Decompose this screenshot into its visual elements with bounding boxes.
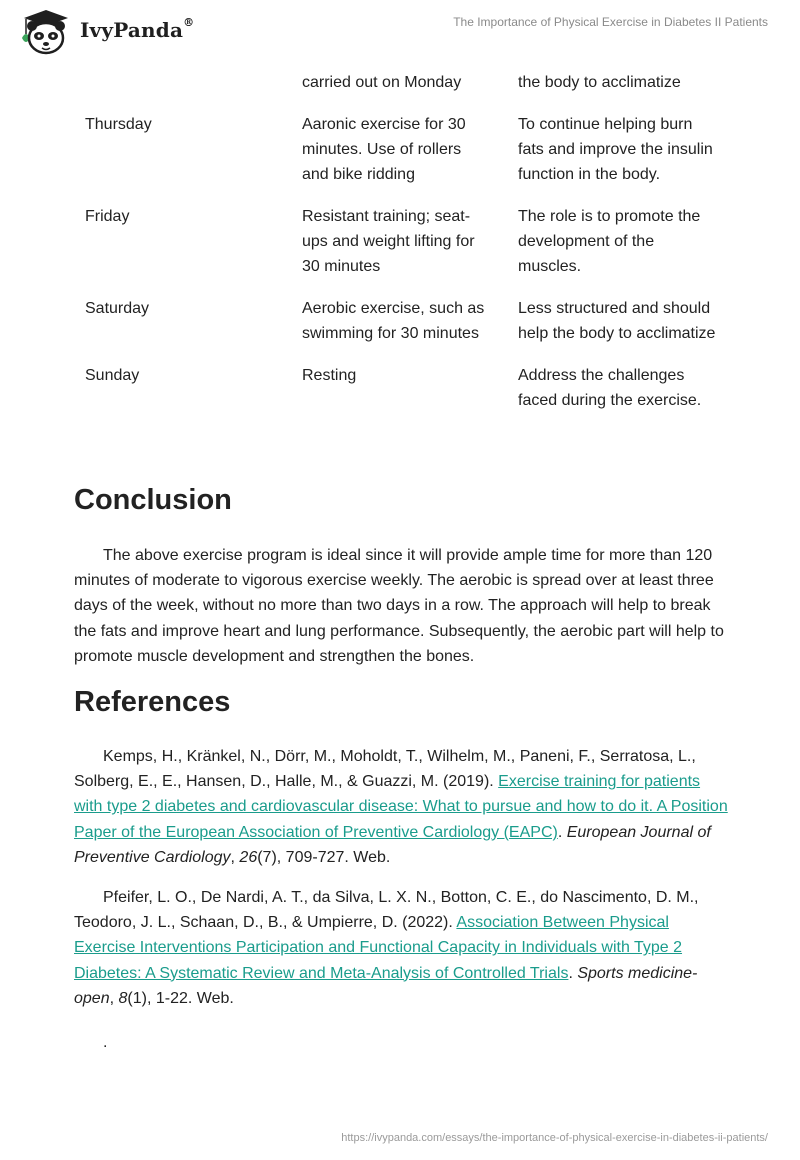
reference-details: (7), 709-727. Web.	[257, 848, 391, 866]
table-row	[74, 112, 726, 187]
table-cell-activity: Resting	[302, 367, 357, 384]
reference-volume: 8	[118, 989, 128, 1007]
reference-volume: 26	[239, 848, 258, 866]
reference-journal: European Journal of Preventive Cardiology	[74, 823, 711, 866]
reference-title-link[interactable]: Exercise training for patients with type 2 diabetes and cardiovascular disease: What to pursue and how to do it. A Position Paper of the European Association of Preventive Cardiology (EAPC)	[74, 773, 728, 841]
document-title: The Importance of Physical Exercise in Diabetes II Patients	[453, 15, 768, 29]
table-cell-purpose: Less structured and should help the body to acclimatize	[518, 300, 716, 342]
table-row	[74, 70, 726, 95]
reference-details: (1), 1-22. Web.	[127, 989, 234, 1007]
table-cell-day	[74, 70, 290, 95]
conclusion-heading: Conclusion	[74, 484, 232, 516]
table-cell-purpose: Address the challenges faced during the exercise.	[518, 367, 702, 409]
conclusion-text: The above exercise program is ideal since it will provide ample time for more than 120 minutes of moderate to vigorous exercise weekly. The aerobic is spread over at least three days of the week, without no more than two days in a row. The approach will help to break the fats and improve heart and lung performance. Subsequently, the aerobic part will help to promote muscle development and strengthen the bones.	[74, 547, 724, 665]
table-cell-activity: Resistant training; seat-ups and weight lifting for 30 minutes	[302, 208, 475, 275]
reference-punctuation: .	[557, 823, 567, 841]
exercise-schedule-table	[74, 70, 726, 430]
reference-entry	[74, 885, 730, 1011]
table-row	[74, 363, 726, 413]
references-heading: References	[74, 686, 231, 718]
table-cell-activity: Aerobic exercise, such as swimming for 30 minutes	[302, 300, 485, 342]
panda-graduate-logo-icon[interactable]	[14, 8, 74, 56]
table-cell-day: Thursday	[85, 116, 152, 133]
trailing-dot-text: .	[103, 1034, 108, 1051]
page-header	[0, 0, 800, 64]
table-cell-day: Friday	[85, 208, 130, 225]
conclusion-paragraph	[74, 543, 730, 669]
reference-entry	[74, 744, 730, 870]
table-row	[74, 204, 726, 279]
table-cell-purpose: The role is to promote the development of the muscles.	[518, 208, 701, 275]
reference-punctuation: ,	[109, 989, 119, 1007]
reference-punctuation: ,	[230, 848, 240, 866]
reference-journal: Sports medicine-open	[74, 964, 698, 1007]
reference-punctuation: .	[568, 964, 578, 982]
trailing-dot	[74, 1030, 730, 1055]
brand-name[interactable]: IvyPanda®	[80, 16, 195, 42]
table-cell-day: Saturday	[85, 300, 150, 317]
footer-url[interactable]: https://ivypanda.com/essays/the-importance-of-physical-exercise-in-diabetes-ii-patients/	[341, 1132, 768, 1144]
table-cell-purpose: the body to acclimatize	[518, 74, 681, 91]
table-row	[74, 296, 726, 346]
reference-authors: Kemps, H., Kränkel, N., Dörr, M., Moholdt, T., Wilhelm, M., Paneni, F., Serratosa, L., Solberg, E., E., Hansen, D., Halle, M., & Guazzi, M. (2019).	[74, 748, 696, 791]
table-cell-purpose: To continue helping burn fats and improve the insulin function in the body.	[518, 116, 713, 183]
reference-authors: Pfeifer, L. O., De Nardi, A. T., da Silva, L. X. N., Botton, C. E., do Nascimento, D. M., Teodoro, J. L., Schaan, D., B., & Umpierre, D. (2022).	[74, 889, 699, 932]
table-cell-day: Sunday	[85, 367, 140, 384]
reference-title-link[interactable]: Association Between Physical Exercise Interventions Participation and Functional Capacity in Individuals with Type 2 Diabetes: A Systematic Review and Meta-Analysis of Controlled Trials	[74, 914, 683, 982]
table-cell-activity: Aaronic exercise for 30 minutes. Use of rollers and bike ridding	[302, 116, 466, 183]
table-cell-activity: carried out on Monday	[302, 74, 462, 91]
